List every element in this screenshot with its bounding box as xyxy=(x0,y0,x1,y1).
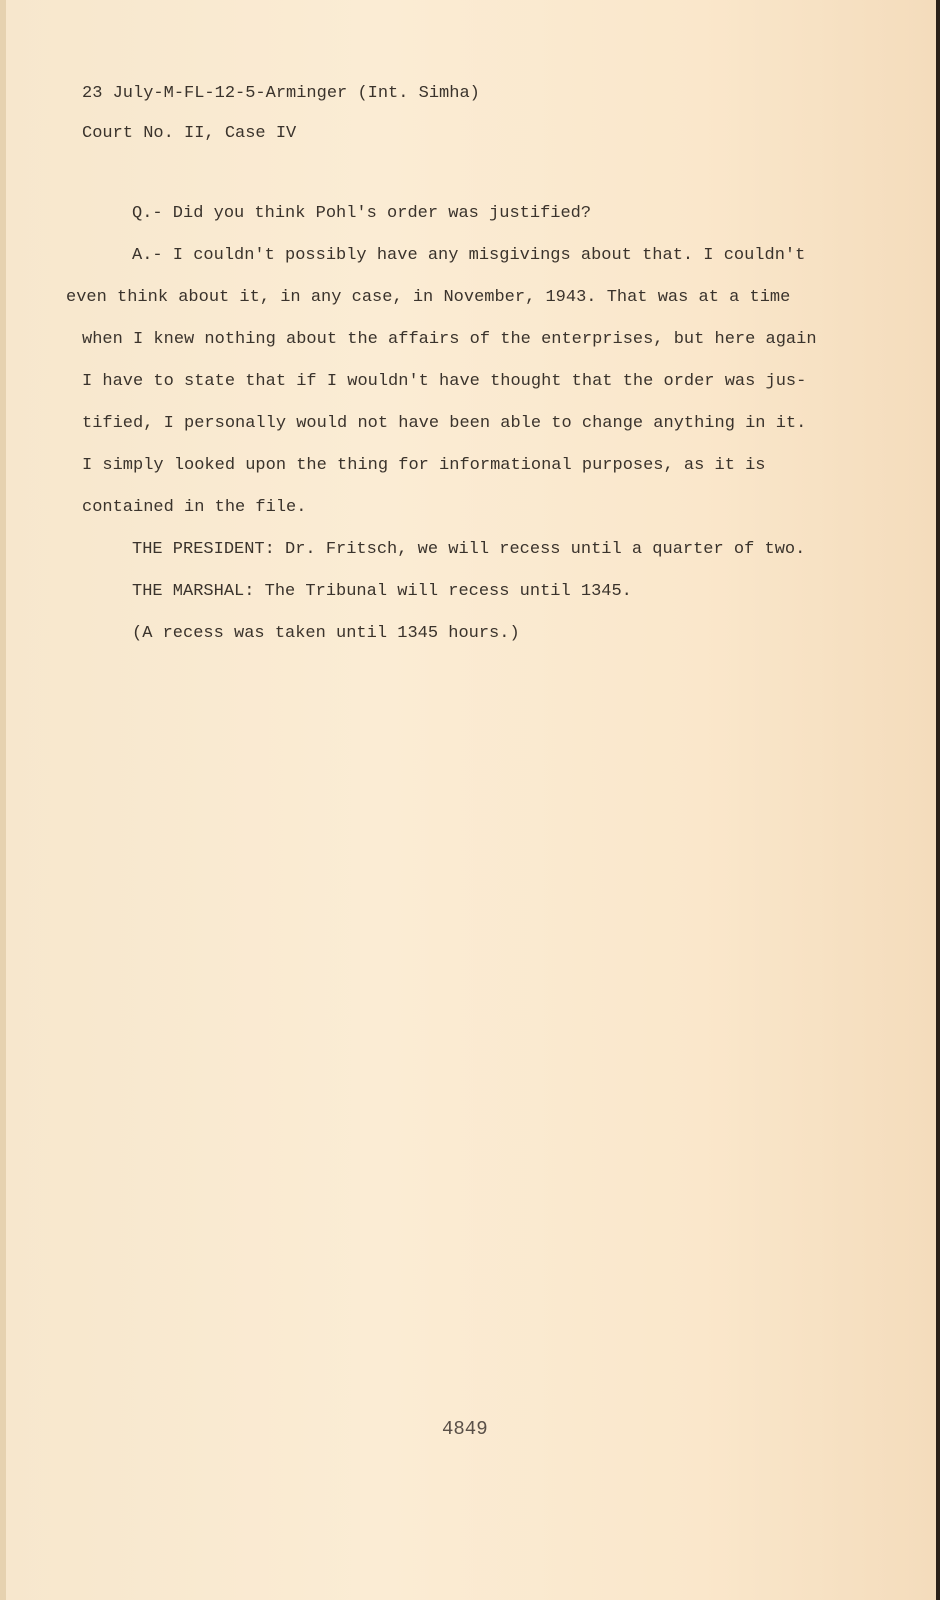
header-session-line: 23 July-M-FL-12-5-Arminger (Int. Simha) xyxy=(82,84,480,103)
transcript-line: (A recess was taken until 1345 hours.) xyxy=(132,624,520,643)
transcript-body xyxy=(66,193,866,655)
transcript-line: I simply looked upon the thing for informational purposes, as it is xyxy=(82,456,766,475)
transcript-line: when I knew nothing about the affairs of the enterprises, but here again xyxy=(82,330,817,349)
transcript-line: I have to state that if I wouldn't have thought that the order was jus- xyxy=(82,372,807,391)
transcript-line: Q.- Did you think Pohl's order was justified? xyxy=(132,204,592,223)
transcript-line: THE PRESIDENT: Dr. Fritsch, we will recess until a quarter of two. xyxy=(132,540,806,559)
transcript-line: THE MARSHAL: The Tribunal will recess until 1345. xyxy=(132,582,632,601)
header-court-line: Court No. II, Case IV xyxy=(82,124,297,143)
transcript-line: tified, I personally would not have been able to change anything in it. xyxy=(82,414,807,433)
transcript-line: A.- I couldn't possibly have any misgivings about that. I couldn't xyxy=(132,246,806,265)
page-number: 4849 xyxy=(442,1418,488,1440)
document-header xyxy=(82,74,480,154)
transcript-line: contained in the file. xyxy=(82,498,307,517)
transcript-line: even think about it, in any case, in November, 1943. That was at a time xyxy=(66,288,791,307)
